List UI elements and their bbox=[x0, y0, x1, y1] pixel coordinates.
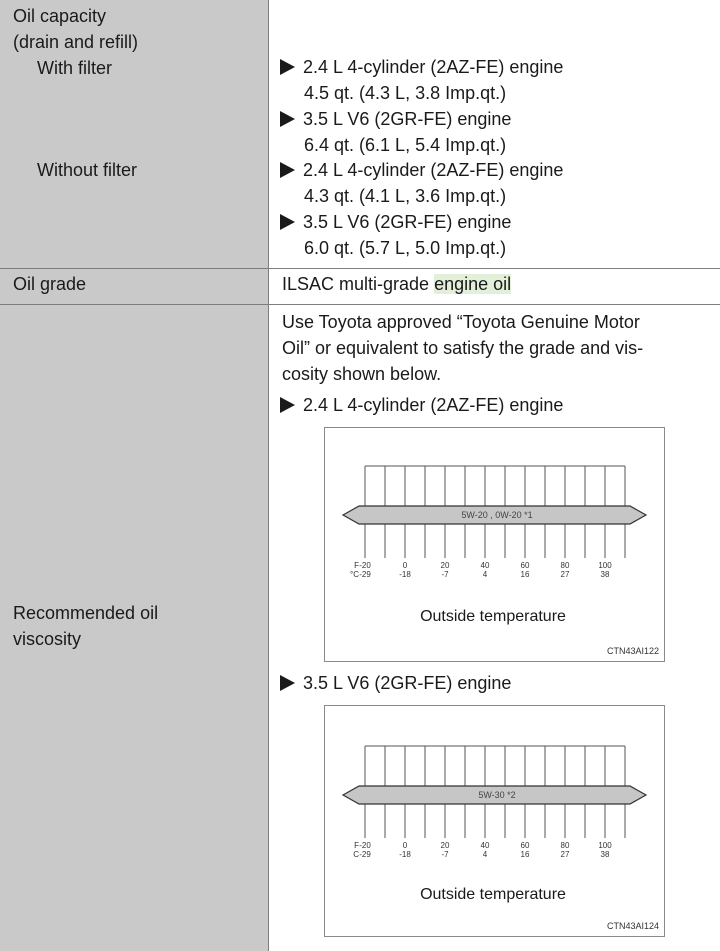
fahrenheit-tick-label: 0 bbox=[402, 841, 408, 850]
with-filter-label: With filter bbox=[37, 58, 113, 78]
celsius-tick-label: -7 bbox=[441, 570, 449, 579]
fahrenheit-tick-label: 100 bbox=[598, 561, 612, 570]
triangle-bullet-icon bbox=[280, 397, 295, 413]
row-divider-2 bbox=[0, 304, 720, 305]
fahrenheit-label: F bbox=[354, 841, 359, 850]
celsius-tick-label: -29 bbox=[359, 570, 371, 579]
capacity-value-4: 6.0 qt. (5.7 L, 5.0 Imp.qt.) bbox=[304, 238, 507, 258]
oil-capacity-label: Oil capacity bbox=[13, 6, 107, 26]
fahrenheit-tick-label: 20 bbox=[440, 841, 450, 850]
capacity-value-1: 4.5 qt. (4.3 L, 3.8 Imp.qt.) bbox=[304, 83, 507, 103]
engine-name: 3.5 L V6 (2GR-FE) engine bbox=[303, 673, 512, 693]
celsius-tick-label: 27 bbox=[560, 570, 570, 579]
triangle-bullet-icon bbox=[280, 214, 295, 230]
fahrenheit-tick-label: 100 bbox=[598, 841, 612, 850]
engine-name: 2.4 L 4-cylinder (2AZ-FE) engine bbox=[303, 57, 564, 77]
celsius-label: °C bbox=[350, 570, 359, 579]
viscosity-chart-2-svg bbox=[325, 706, 664, 936]
oil-grade-value bbox=[282, 271, 511, 297]
celsius-tick-label: -18 bbox=[399, 850, 411, 859]
viscosity-chart-2 bbox=[324, 705, 665, 937]
oil-capacity-sublabel: (drain and refill) bbox=[13, 32, 139, 52]
engine-name: 2.4 L 4-cylinder (2AZ-FE) engine bbox=[303, 160, 564, 180]
oil-grade-highlight: engine oil bbox=[434, 274, 512, 294]
engine-name: 2.4 L 4-cylinder (2AZ-FE) engine bbox=[303, 395, 564, 415]
triangle-bullet-icon bbox=[280, 162, 295, 178]
fahrenheit-tick-label: -20 bbox=[359, 561, 371, 570]
capacity-engine-2 bbox=[280, 106, 511, 132]
fahrenheit-tick-label: 0 bbox=[402, 561, 408, 570]
fahrenheit-tick-label: 20 bbox=[440, 561, 450, 570]
oil-grade-label: Oil grade bbox=[13, 274, 87, 294]
celsius-tick-label: 38 bbox=[600, 570, 610, 579]
fahrenheit-tick-label: 40 bbox=[480, 841, 490, 850]
figure-code: CTN43AI124 bbox=[606, 921, 659, 931]
fahrenheit-tick-label: 80 bbox=[560, 841, 570, 850]
intro-line-1: Use Toyota approved “Toyota Genuine Motor bbox=[282, 312, 640, 332]
chart-xlabel: Outside temperature bbox=[420, 886, 566, 903]
triangle-bullet-icon bbox=[280, 675, 295, 691]
figure-code: CTN43AI122 bbox=[606, 646, 659, 656]
fahrenheit-tick-label: 40 bbox=[480, 561, 490, 570]
viscosity-engine-2 bbox=[280, 670, 511, 696]
capacity-engine-4 bbox=[280, 209, 511, 235]
celsius-tick-label: 16 bbox=[520, 850, 530, 859]
without-filter-label: Without filter bbox=[37, 160, 138, 180]
chart-xlabel: Outside temperature bbox=[420, 608, 566, 625]
viscosity-chart-1-svg bbox=[325, 428, 664, 661]
celsius-tick-label: 27 bbox=[560, 850, 570, 859]
celsius-tick-label: 4 bbox=[482, 850, 488, 859]
band-label: 5W-30 *2 bbox=[478, 790, 516, 800]
oil-grade-text: ILSAC multi-grade bbox=[282, 274, 435, 294]
triangle-bullet-icon bbox=[280, 59, 295, 75]
celsius-tick-label: -7 bbox=[441, 850, 449, 859]
viscosity-engine-1 bbox=[280, 392, 563, 418]
engine-name: 3.5 L V6 (2GR-FE) engine bbox=[303, 212, 512, 232]
fahrenheit-tick-label: 60 bbox=[520, 561, 530, 570]
viscosity-label: Recommended oil bbox=[13, 603, 159, 623]
fahrenheit-tick-label: 60 bbox=[520, 841, 530, 850]
fahrenheit-tick-label: -20 bbox=[359, 841, 371, 850]
engine-name: 3.5 L V6 (2GR-FE) engine bbox=[303, 109, 512, 129]
celsius-tick-label: 38 bbox=[600, 850, 610, 859]
band-label: 5W-20 , 0W-20 *1 bbox=[461, 510, 533, 520]
viscosity-chart-1 bbox=[324, 427, 665, 662]
capacity-engine-3 bbox=[280, 157, 563, 183]
intro-line-2: Oil” or equivalent to satisfy the grade and vis- bbox=[282, 338, 644, 358]
celsius-label: C bbox=[353, 850, 359, 859]
viscosity-sublabel: viscosity bbox=[13, 629, 82, 649]
fahrenheit-label: F bbox=[354, 561, 359, 570]
row-divider-1 bbox=[0, 268, 720, 269]
capacity-value-2: 6.4 qt. (6.1 L, 5.4 Imp.qt.) bbox=[304, 135, 507, 155]
celsius-tick-label: -29 bbox=[359, 850, 371, 859]
intro-line-3: cosity shown below. bbox=[282, 364, 442, 384]
triangle-bullet-icon bbox=[280, 111, 295, 127]
celsius-tick-label: 4 bbox=[482, 570, 488, 579]
label-column bbox=[0, 0, 268, 951]
capacity-engine-1 bbox=[280, 54, 563, 80]
celsius-tick-label: 16 bbox=[520, 570, 530, 579]
capacity-value-3: 4.3 qt. (4.1 L, 3.6 Imp.qt.) bbox=[304, 186, 507, 206]
column-divider bbox=[268, 0, 269, 951]
celsius-tick-label: -18 bbox=[399, 570, 411, 579]
fahrenheit-tick-label: 80 bbox=[560, 561, 570, 570]
